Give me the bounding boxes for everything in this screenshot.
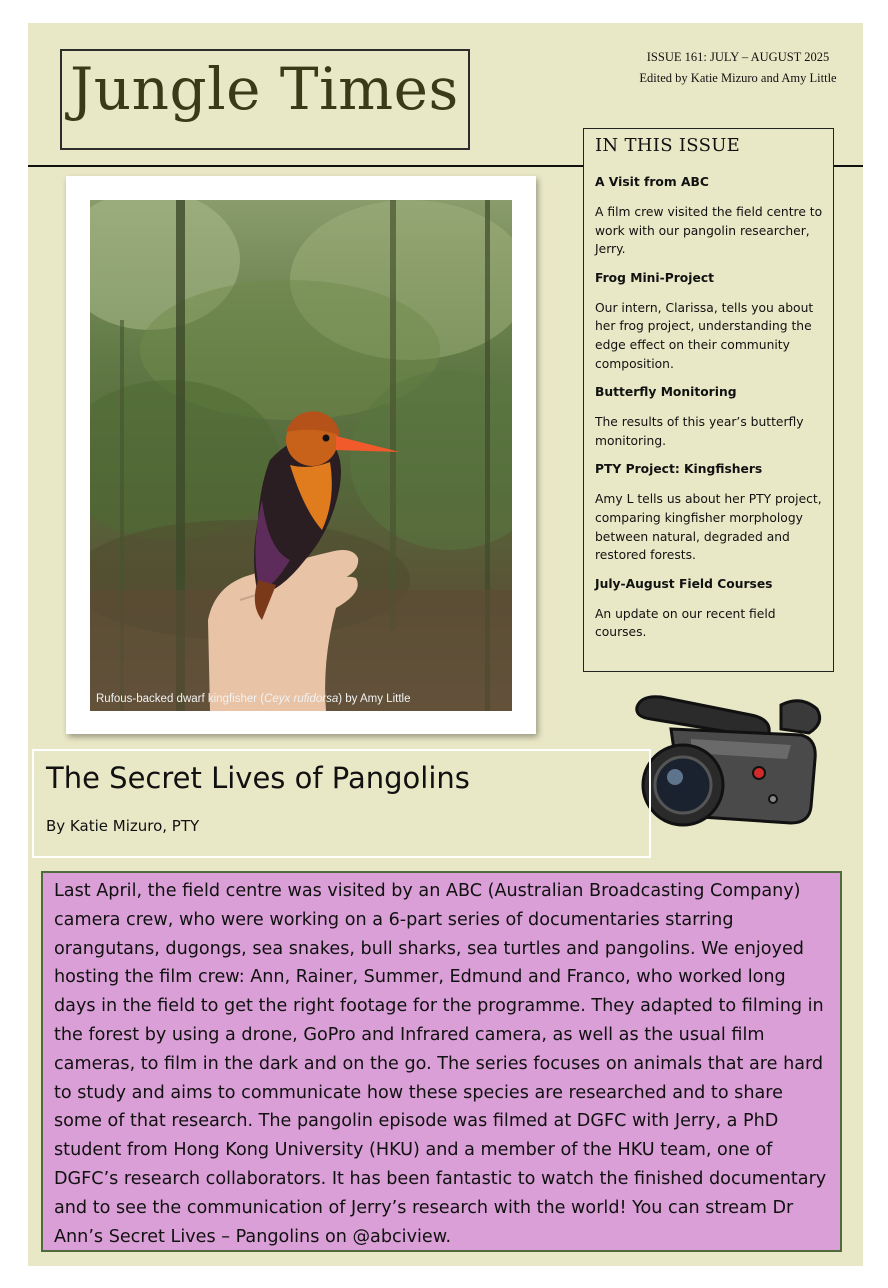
toc-item-desc: Our intern, Clarissa, tells you about her frog project, understanding the edge effect on their community composition.: [595, 300, 814, 371]
newsletter-page: [28, 23, 863, 1266]
toc-item-desc: Amy L tells us about her PTY project, comparing kingfisher morphology between natural, degraded and restored forests.: [595, 492, 822, 563]
toc-heading: IN THIS ISSUE: [595, 135, 741, 156]
caption-text-after: ) by Amy Little: [338, 693, 411, 705]
toc-item-title[interactable]: Frog Mini-Project: [595, 270, 714, 285]
caption-text-before: Rufous-backed dwarf kingfisher (: [96, 693, 265, 705]
article-title: The Secret Lives of Pangolins: [46, 761, 470, 795]
toc-item-title[interactable]: A Visit from ABC: [595, 175, 709, 189]
toc-item-title[interactable]: Butterfly Monitoring: [595, 385, 737, 400]
caption-species: Ceyx rufidorsa: [264, 693, 339, 705]
issue-number: ISSUE 161: JULY – AUGUST 2025: [646, 50, 830, 64]
article-header: [32, 749, 651, 858]
video-camera-icon: [631, 689, 831, 839]
masthead-title: Jungle Times: [70, 55, 459, 123]
kingfisher-illustration: [90, 200, 512, 711]
in-this-issue-box: [583, 128, 834, 672]
article-byline: By Katie Mizuro, PTY: [46, 817, 200, 835]
photo-caption: [96, 693, 410, 705]
masthead-box: [60, 49, 470, 150]
toc-item-title[interactable]: PTY Project: Kingfishers: [595, 462, 763, 477]
toc-item-title[interactable]: July-August Field Courses: [595, 576, 773, 591]
toc-item-desc: An update on our recent field courses.: [595, 606, 776, 640]
toc-item-desc: The results of this year’s butterfly monitoring.: [595, 415, 804, 448]
toc-list: [595, 175, 827, 654]
editors-line: Edited by Katie Mizuro and Amy Little: [639, 71, 837, 85]
kingfisher-photo: [90, 200, 512, 711]
toc-item-desc: A film crew visited the field centre to work with our pangolin researcher, Jerry.: [595, 205, 823, 257]
issue-info: [618, 47, 858, 89]
photo-frame: [66, 176, 536, 734]
article-body: Last April, the field centre was visited by an ABC (Australian Broadcasting Company) camera crew, who were working on a 6-part series of documentaries starring orangutans, dugongs, sea snakes, bull sharks, sea turtles and pangolins. We enjoyed hosting the film crew: Ann, Rainer, Summer, Edmund and Franco, who worked long days in the field to get the right footage for the programme. They adapted to filming in the forest by using a drone, GoPro and Infrared camera, as well as the usual film cameras, to film in the dark and on the go. The series focuses on animals that are hard to study and aims to communicate how these species are researched and to share some of that research. The pangolin episode was filmed at DGFC with Jerry, a PhD student from Hong Kong University (HKU) and a member of the HKU team, one of DGFC’s research collaborators. It has been fantastic to watch the finished documentary and to see the communication of Jerry’s research with the world! You can stream Dr Ann’s Secret Lives – Pangolins on @abciview.: [41, 871, 842, 1252]
